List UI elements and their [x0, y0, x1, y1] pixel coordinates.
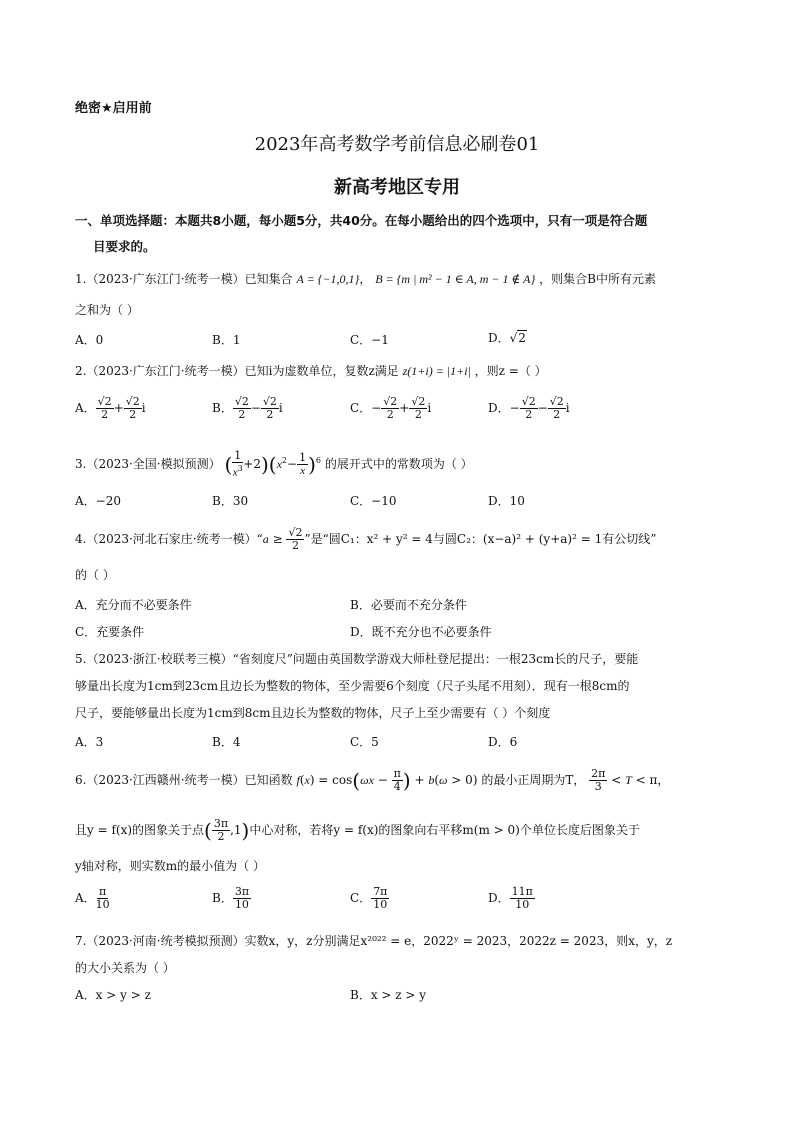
- q1-option-c[interactable]: C．−1: [350, 333, 389, 347]
- question-7-line-1: 7.（2023·河南·统考模拟预测）实数x，y，z分别满足x²⁰²² = e，2022ʸ = 2023，2022z = 2023，则x，y，z: [75, 934, 673, 948]
- section-heading: [75, 208, 745, 260]
- q1-option-b[interactable]: B．1: [212, 333, 241, 347]
- q4-option-a[interactable]: A．充分而不必要条件: [75, 598, 192, 612]
- question-3-line-1: 3.（2023·全国·模拟预测） ( $\frac{1}{x^3}$ $+2)(x^2-$ $\frac{1}{x}$ )$^6$ 的展开式中的常数项为（ ）: [75, 449, 473, 479]
- q6-option-c[interactable]: C． $\frac{7\pi}{10}$: [350, 885, 388, 911]
- q6-option-a[interactable]: A． $\frac{\pi}{10}$: [75, 885, 110, 911]
- question-2-line-1: 2.（2023·广东江门·统考一模）已知i为虚数单位，复数z满足 z(1+i) = |1+i| ，则z =（ ）: [75, 364, 547, 378]
- set-B: B = {m | m² − 1 ∈ A, m − 1 ∉ A}: [375, 272, 536, 286]
- q4-option-d[interactable]: D．既不充分也不必要条件: [350, 625, 492, 639]
- question-7-line-2: 的大小关系为（ ）: [75, 961, 175, 975]
- q1-option-a[interactable]: A．0: [75, 333, 104, 347]
- q3-option-d[interactable]: D．10: [488, 494, 525, 508]
- set-A: A = {−1,0,1}: [296, 272, 360, 286]
- question-4-line-2: 的（ ）: [75, 568, 115, 582]
- q7-option-a[interactable]: A．x > y > z: [75, 988, 151, 1002]
- section-line-1: 一、单项选择题：本题共8小题，每小题5分，共40分。在每小题给出的四个选项中，只有一项是符合题: [75, 213, 648, 228]
- question-6-line-2: 且y = f(x)的图象关于点( $\frac{3\pi}{2}$ ,1)中心对称，若将y = f(x)的图象向右平移m(m > 0)个单位长度后图象关于: [75, 817, 640, 843]
- question-6-line-1: 6.（2023·江西赣州·统考一模）已知函数 f(x) = cos(ωx − $\frac{\pi}{4}$ ) + b(ω > 0) 的最小正周期为T， $\frac{2\pi}{3}$ < T < π，: [75, 767, 670, 793]
- question-4-line-1: 4.（2023·河北石家庄·统考一模）“a ≥ $\frac{√2}{2}$ ”是“圆C₁：x² + y² = 4与圆C₂：(x−a)² + (y+a)² = 1有公切线”: [75, 526, 657, 552]
- q2-option-b[interactable]: B． $\frac{√2}{2}$ − $\frac{√2}{2}$ i: [212, 395, 283, 421]
- q5-option-b[interactable]: B．4: [212, 735, 241, 749]
- question-6-line-3: y轴对称，则实数m的最小值为（ ）: [75, 859, 265, 873]
- q2-equation: z(1+i) = |1+i|: [402, 364, 471, 378]
- q6-option-b[interactable]: B． $\frac{3\pi}{10}$: [212, 885, 250, 911]
- question-1-line-2: 之和为（ ）: [75, 303, 139, 317]
- q4-option-c[interactable]: C．充要条件: [75, 625, 145, 639]
- section-line-2: 目要求的。: [93, 239, 156, 254]
- q3-option-b[interactable]: B．30: [212, 494, 249, 508]
- q3-option-c[interactable]: C．−10: [350, 494, 397, 508]
- q2-option-d[interactable]: D．− $\frac{√2}{2}$ − $\frac{√2}{2}$ i: [488, 395, 570, 421]
- question-5-line-2: 够量出长度为1cm到23cm且边长为整数的物体，至少需要6个刻度（尺子头尾不用刻）．现有一根8cm的: [75, 679, 630, 693]
- exam-title: 2023年高考数学考前信息必刷卷01: [254, 134, 540, 155]
- q4-option-b[interactable]: B．必要而不充分条件: [350, 598, 467, 612]
- q2-option-c[interactable]: C．− $\frac{√2}{2}$ + $\frac{√2}{2}$ i: [350, 395, 432, 421]
- q1-option-d[interactable]: D．√2: [488, 331, 526, 345]
- secret-label: 绝密★启用前: [75, 101, 152, 116]
- question-5-line-3: 尺子，要能够量出长度为1cm到8cm且边长为整数的物体，尺子上至少需要有（ ）个刻度: [75, 706, 551, 720]
- q5-option-a[interactable]: A．3: [75, 735, 104, 749]
- exam-subtitle: 新高考地区专用: [334, 177, 460, 198]
- question-1-line-1: 1.（2023·广东江门·统考一模）已知集合 A = {−1,0,1}， B = {m | m² − 1 ∈ A, m − 1 ∉ A} ，则集合B中所有元素: [75, 272, 656, 286]
- question-5-line-1: 5.（2023·浙江·校联考三模）“省刻度尺”问题由英国数学游戏大师杜登尼提出：一根23cm长的尺子，要能: [75, 652, 639, 666]
- q5-option-d[interactable]: D．6: [488, 735, 518, 749]
- q6-option-d[interactable]: D． $\frac{11\pi}{10}$: [488, 885, 533, 911]
- q7-option-b[interactable]: B．x > z > y: [350, 988, 427, 1002]
- q3-option-a[interactable]: A．−20: [75, 494, 121, 508]
- q5-option-c[interactable]: C．5: [350, 735, 379, 749]
- q2-option-a[interactable]: A． $\frac{√2}{2}$ + $\frac{√2}{2}$ i: [75, 395, 146, 421]
